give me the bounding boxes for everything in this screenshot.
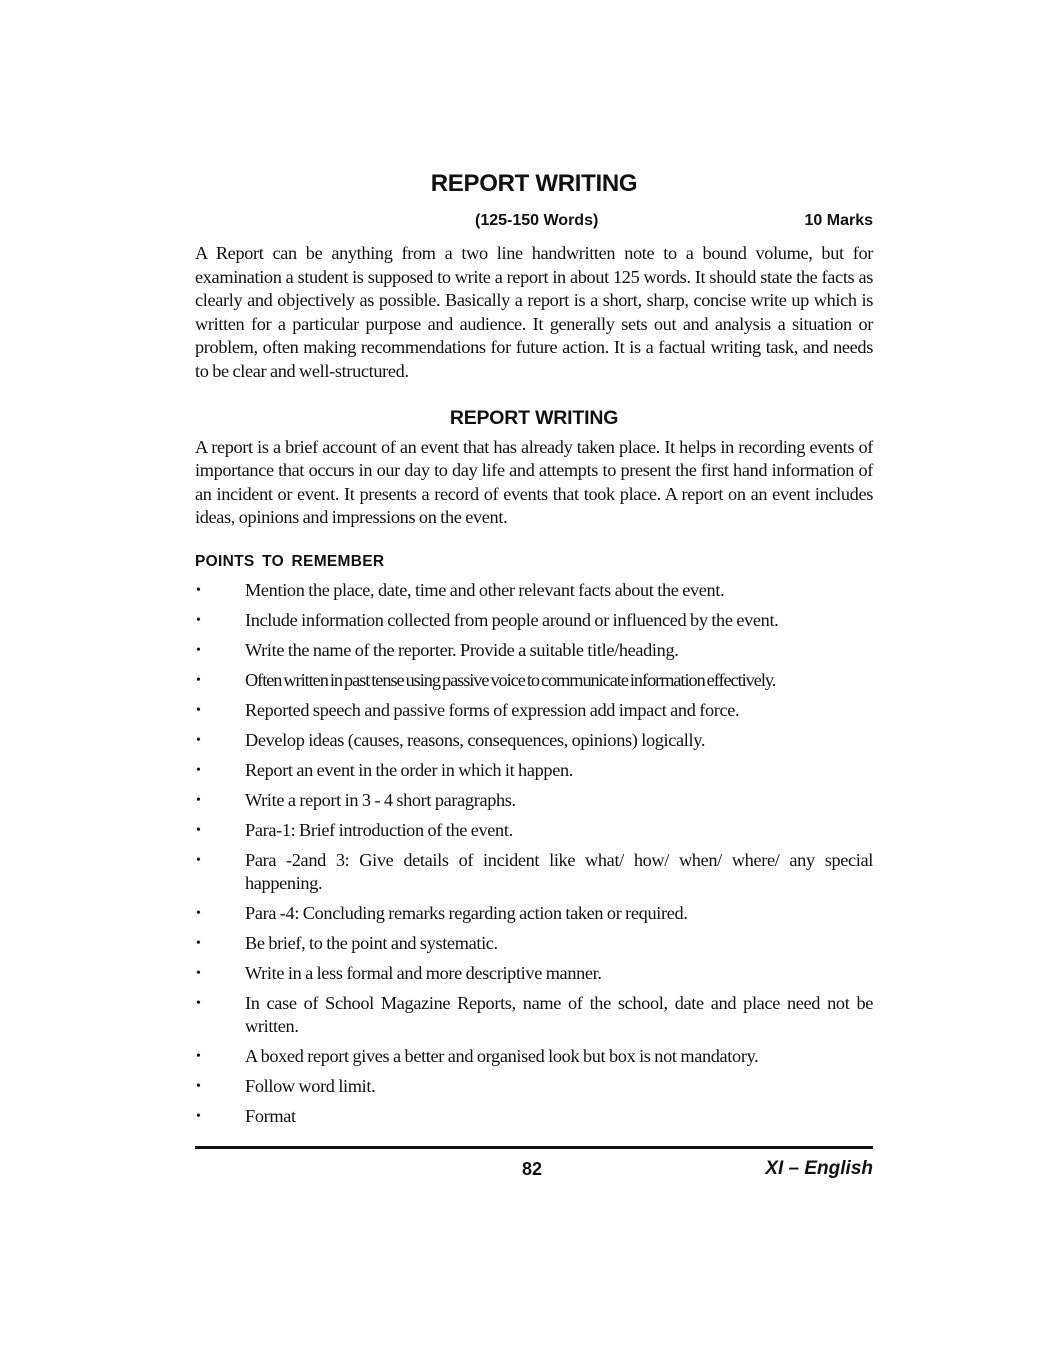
page-number: 82 (522, 1159, 543, 1179)
bullet-icon: • (196, 935, 201, 951)
list-item-text: Include information collected from people around or influenced by the event. (245, 609, 779, 630)
list-item-text: A boxed report gives a better and organised look but box is not mandatory. (245, 1045, 759, 1066)
intro-paragraph: A Report can be anything from a two line handwritten note to a bound volume, but for examination a student is supposed to write a report in about 125 words. It should state the facts as clearly and objectively as possible. Basically a report is a short, sharp, concise write up which is written for a particular purpose and audience. It generally sets out and analysis a situation or problem, often making recommendations for future action. It is a factual writing task, and needs to be clear and well-structured. (195, 243, 873, 381)
list-item-text: Write the name of the reporter. Provide a suitable title/heading. (245, 639, 679, 660)
bullet-icon: • (196, 852, 201, 868)
list-item (195, 699, 873, 722)
list-item-text: Format (245, 1105, 296, 1126)
list-item (195, 579, 873, 602)
bullet-icon: • (196, 995, 201, 1011)
word-limit: (125-150 Words) (475, 212, 599, 229)
list-item-text: Be brief, to the point and systematic. (245, 932, 498, 953)
footer-divider (195, 1146, 873, 1149)
page-title: REPORT WRITING (430, 170, 638, 197)
list-item (195, 789, 873, 812)
section-paragraph: A report is a brief account of an event that has already taken place. It helps in recording events of importance that occurs in our day to day life and attempts to present the first hand information of an incident or event. It presents a record of events that took place. A report on an event includes ideas, opinions and impressions on the event. (195, 436, 873, 528)
bullet-icon: • (196, 672, 200, 688)
list-item-text: Write a report in 3 - 4 short paragraphs. (245, 789, 516, 810)
list-item-text: Para-1: Brief introduction of the event. (245, 819, 513, 840)
list-item (195, 609, 873, 632)
list-item (195, 1075, 873, 1098)
bullet-icon: • (196, 792, 201, 808)
list-item-text: Reported speech and passive forms of expression add impact and force. (245, 699, 740, 720)
bullet-icon: • (196, 702, 201, 718)
list-item-text: Write in a less formal and more descriptive manner. (245, 962, 602, 983)
bullet-icon: • (196, 1108, 201, 1124)
footer-subject: XI – English (765, 1158, 873, 1179)
bullet-icon: • (196, 612, 201, 628)
bullet-icon: • (196, 582, 201, 598)
bullet-icon: • (196, 965, 201, 981)
meta-row (195, 210, 873, 236)
list-item (195, 729, 873, 752)
list-item-text: Para -4: Concluding remarks regarding action taken or required. (245, 902, 688, 923)
list-item (195, 819, 873, 842)
bullet-icon: • (196, 1048, 201, 1064)
bullet-icon: • (196, 822, 201, 838)
marks-label: 10 Marks (804, 212, 873, 229)
list-item (195, 962, 873, 985)
list-item (195, 639, 873, 662)
points-list (195, 579, 873, 1128)
list-item (195, 849, 873, 895)
list-item-text: Para -2and 3: Give details of incident like what/ how/ when/ where/ any special happening. (245, 849, 873, 893)
list-item (195, 759, 873, 782)
list-item-text: Develop ideas (causes, reasons, consequences, opinions) logically. (245, 729, 706, 750)
bullet-icon: • (196, 1078, 201, 1094)
section-heading: REPORT WRITING (449, 406, 619, 429)
bullet-icon: • (196, 762, 201, 778)
list-item (195, 992, 873, 1038)
list-item-text: In case of School Magazine Reports, name of the school, date and place need not be written. (245, 992, 873, 1036)
list-item-text: Follow word limit. (245, 1075, 376, 1096)
list-item-text: Mention the place, date, time and other relevant facts about the event. (245, 579, 725, 600)
list-item-text: Often written in past tense using passive voice to communicate information effectively. (245, 669, 776, 690)
points-heading: POINTS TO REMEMBER (195, 552, 385, 570)
list-item-text: Report an event in the order in which it happen. (245, 759, 573, 780)
list-item (195, 1045, 873, 1068)
bullet-icon: • (196, 642, 201, 658)
list-item (195, 669, 873, 692)
list-item (195, 902, 873, 925)
bullet-icon: • (196, 732, 201, 748)
bullet-icon: • (196, 905, 201, 921)
list-item (195, 932, 873, 955)
page-body (195, 168, 873, 1135)
list-item (195, 1105, 873, 1128)
